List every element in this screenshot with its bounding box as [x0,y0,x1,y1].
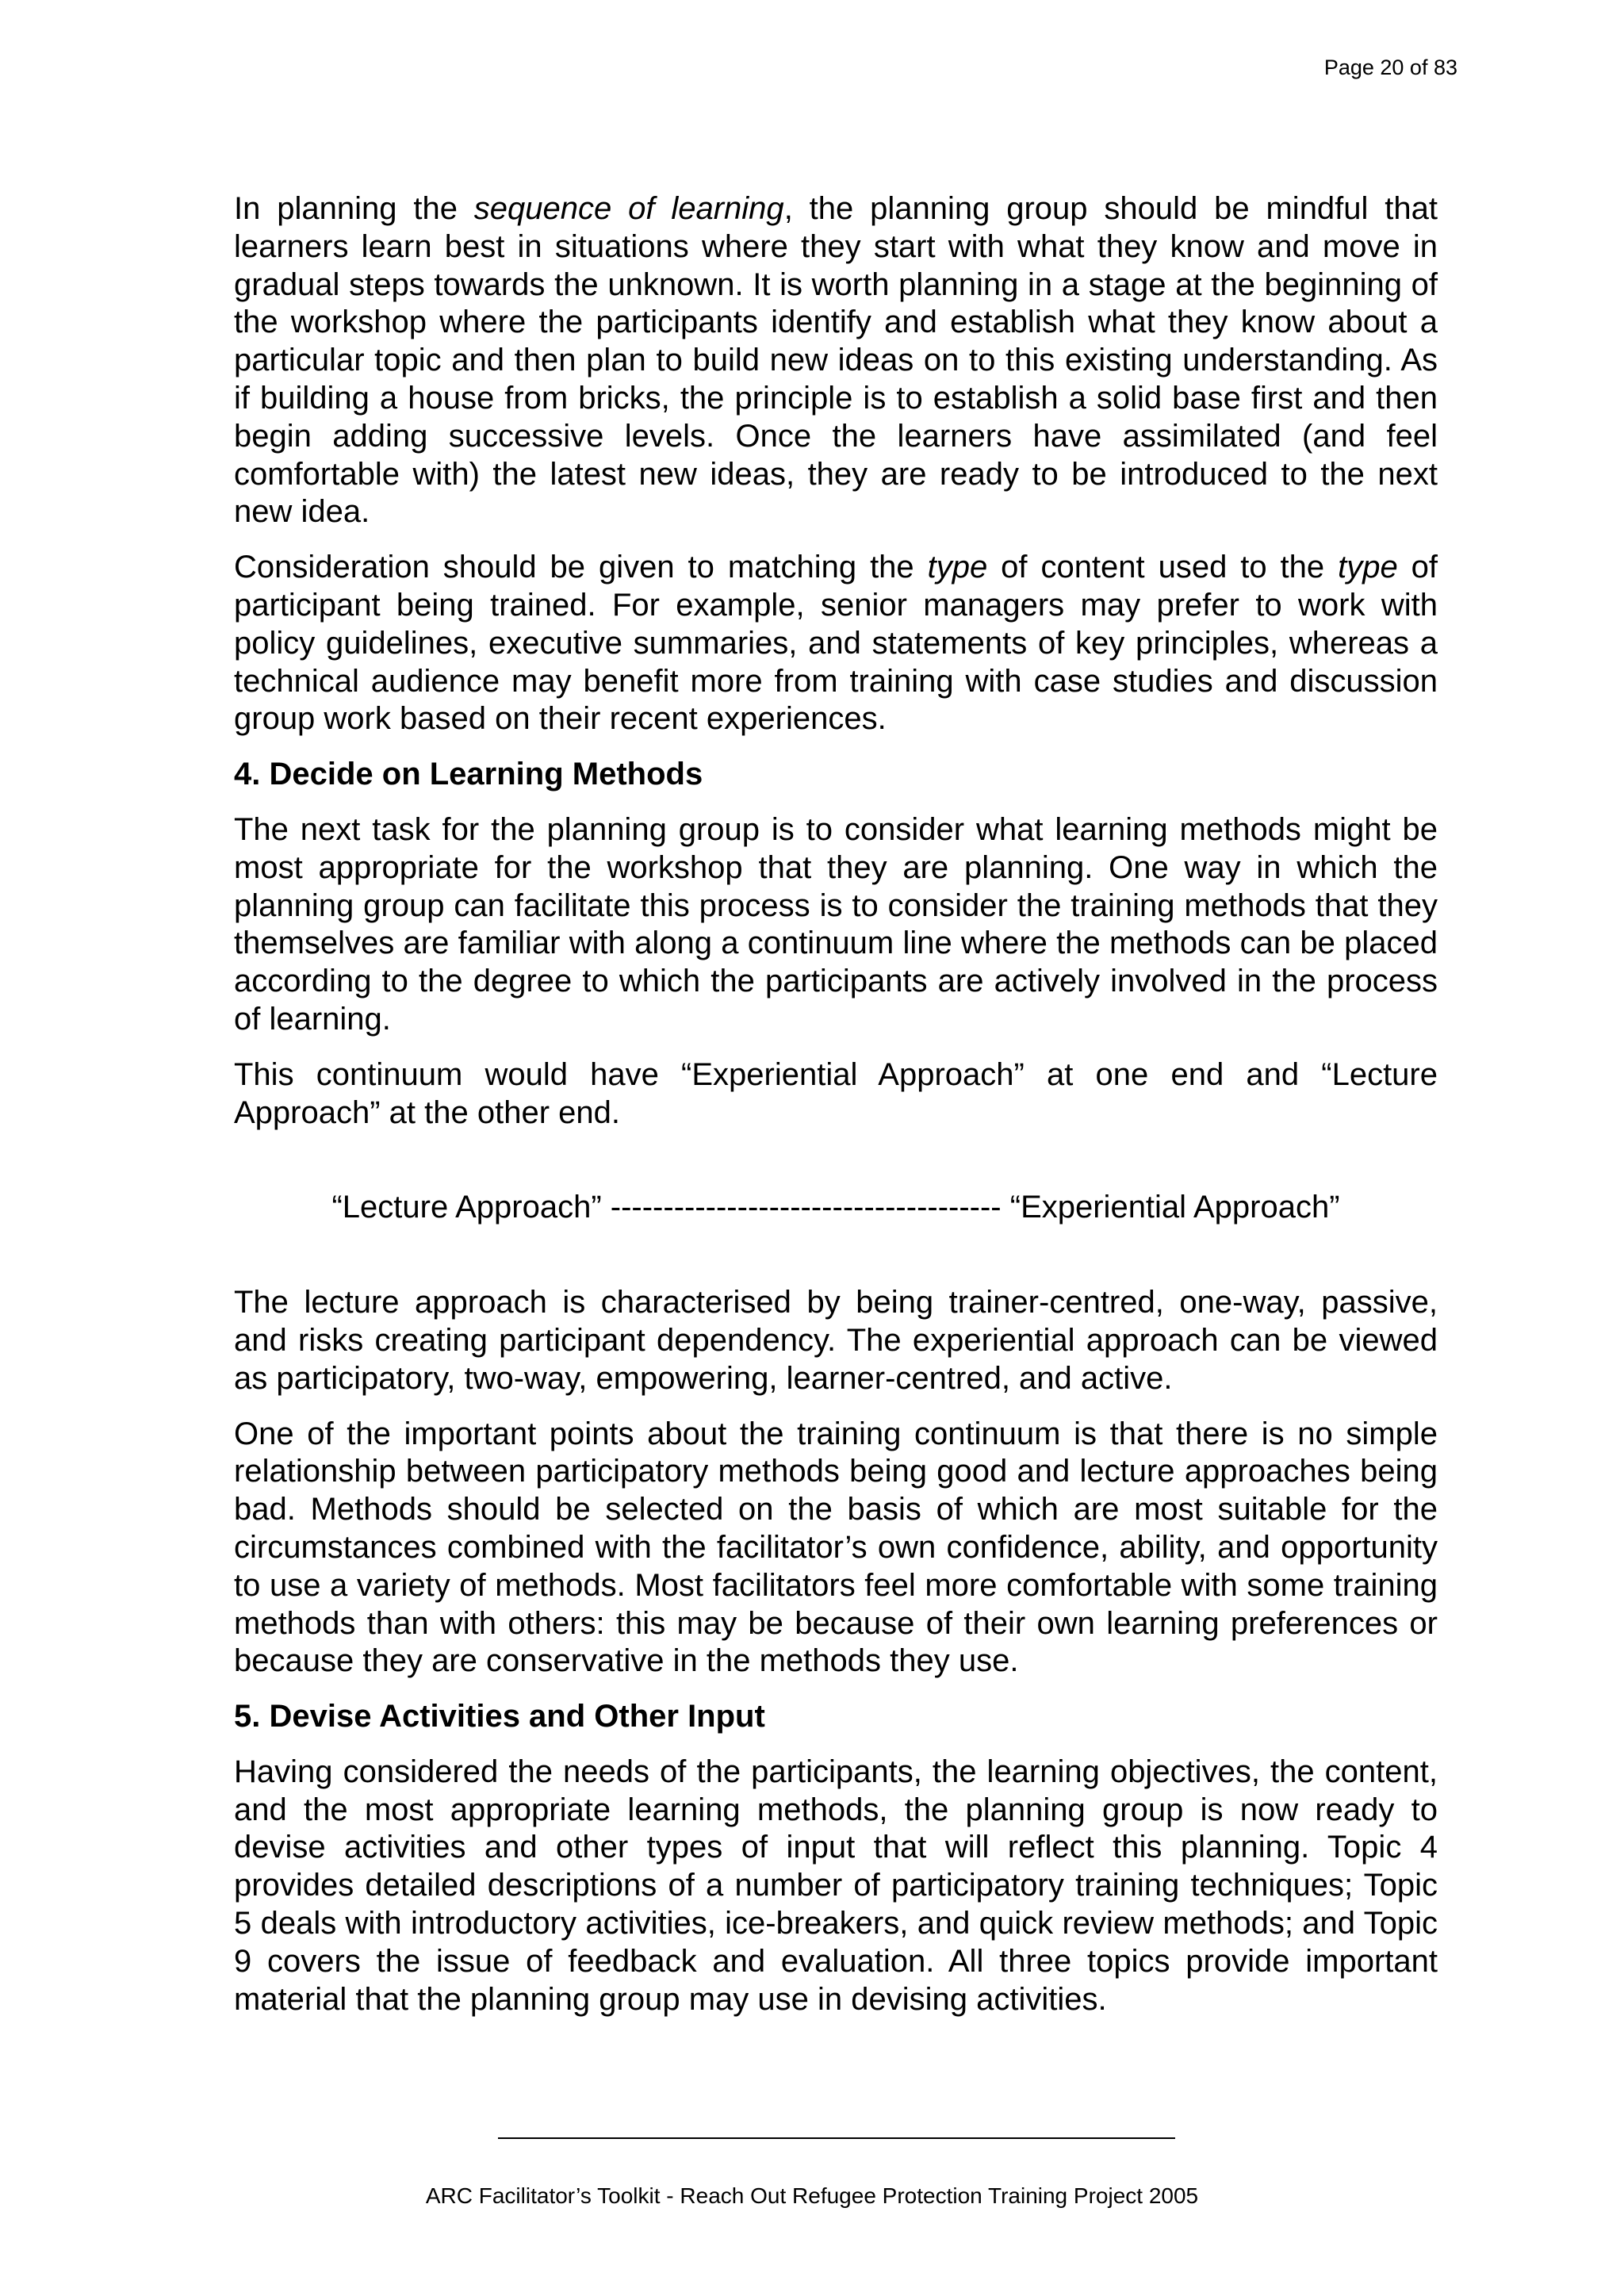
paragraph-devise-activities: Having considered the needs of the participants, the learning objectives, the content, and the most appropriate learning methods, the planning group is now ready to devise activities and other types of input that will reflect this planning. Topic 4 provides detailed descriptions of a number of participatory training techniques; Topic 5 deals with introductory activities, ice-breakers, and quick review methods; and Topic 9 covers the issue of feedback and evaluation. All three topics provide important material that the planning group may use in devising activities. [234,1754,1438,2017]
paragraph-continuum-intro: This continuum would have “Experiential Approach” at one end and “Lecture Approach” at the other end. [234,1056,1438,1130]
continuum-line: “Lecture Approach” ------------------------------------- “Experiential Approach” [331,1190,1340,1225]
emphasis-text: type [927,550,988,585]
paragraph-text: , the planning group should be mindful that learners learn best in situations where they start with what they know and move in gradual steps towards the unknown. It is worth planning in a stage at the beginning of the workshop where the participants identify and establish what they know about a particular topic and then plan to build new ideas on to this existing understanding. As if building a house from bricks, the principle is to establish a solid base first and then begin adding successive levels. Once the learners have assimilated (and feel comfortable with) the latest new ideas, they are ready to be introduced to the next new idea. [234,191,1438,530]
emphasis-text: sequence of learning [473,191,784,226]
footer-text: ARC Facilitator’s Toolkit - Reach Out Refugee Protection Training Project 2005 [425,2183,1199,2208]
paragraph-content-type [234,549,1438,738]
page-number: Page 20 of 83 [1323,56,1457,79]
paragraph-text: of participant being trained. For example, senior managers may prefer to work with policy guidelines, executive summaries, and statements of key principles, whereas a technical audience may benefit more from training with case studies and discussion group work based on their recent experiences. [234,550,1438,737]
paragraph-training-continuum: One of the important points about the training continuum is that there is no simple relationship between participatory methods being good and lecture approaches being bad. Methods should be selected on the basis of which are most suitable for the circumstances combined with the facilitator’s own confidence, ability, and opportunity to use a variety of methods. Most facilitators feel more comfortable with some training methods than with others: this may be because of their own learning preferences or because they are conservative in the methods they use. [234,1416,1438,1679]
paragraph-text: Consideration should be given to matching the [234,550,928,585]
section-heading-learning-methods: 4. Decide on Learning Methods [234,757,703,792]
section-heading-devise-activities: 5. Devise Activities and Other Input [234,1699,765,1734]
footer-divider [498,2137,1175,2139]
document-body [234,190,1438,2036]
paragraph-sequence-of-learning [234,190,1438,531]
paragraph-text: In planning the [234,191,474,226]
paragraph-text: of content used to the [987,550,1339,585]
emphasis-text: type [1338,550,1398,585]
paragraph-lecture-approach: The lecture approach is characterised by being trainer-centred, one-way, passive, and risks creating participant dependency. The experiential approach can be viewed as participatory, two-way, empowering, learner-centred, and active. [234,1285,1438,1396]
paragraph-learning-methods: The next task for the planning group is to consider what learning methods might be most appropriate for the workshop that they are planning. One way in which the planning group can facilitate this process is to consider the training methods that they themselves are familiar with along a continuum line where the methods can be placed according to the degree to which the participants are actively involved in the process of learning. [234,811,1438,1037]
